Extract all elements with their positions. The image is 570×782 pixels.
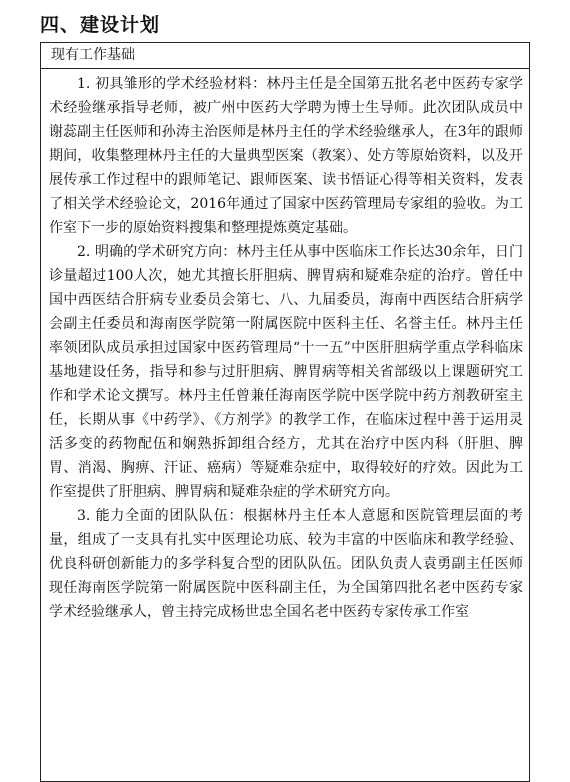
work-basis-table	[40, 42, 530, 782]
paragraph-team: 3. 能力全面的团队队伍：根据林丹主任本人意愿和医院管理层面的考量，组成了一支具有扎实中医理论功底、较为丰富的中医临床和教学经验、优良科研创新能力的多学科复合型的团队队伍。团队负责人袁勇副主任医师现任海南医学院第一附属医院中医科副主任，为全国第四批名老中医药专家学术经验继承人，曾主持完成杨世忠全国名老中医药专家传承工作室	[49, 508, 523, 620]
section-title: 四、建设计划	[40, 14, 161, 36]
work-basis-content	[49, 72, 523, 624]
work-basis-label: 现有工作基础	[41, 43, 529, 69]
paragraph-academic-materials: 1. 初具雏形的学术经验材料：林丹主任是全国第五批名老中医药专家学术经验继承指导老师，被广州中医药大学聘为博士生导师。此次团队成员中谢蕊副主任医师和孙涛主治医师是林丹主任的学术经验继承人，在3年的跟师期间，收集整理林丹主任的大量典型医案（教案）、处方等原始资料，以及开展传承工作过程中的跟师笔记、跟师医案、读书悟证心得等相关资料，发表了相关学术经验论文，2016年通过了国家中医药管理局专家组的验收。为工作室下一步的原始资料搜集和整理提炼奠定基础。	[49, 76, 523, 236]
paragraph-research-direction: 2. 明确的学术研究方向：林丹主任从事中医临床工作长达30余年，日门诊量超过100人次，她尤其擅长肝胆病、脾胃病和疑难杂症的治疗。曾任中国中西医结合肝病专业委员会第七、八、九届委员，海南中西医结合肝病学会副主任委员和海南医学院第一附属医院中医科主任、名誉主任。林丹主任率领团队成员承担过国家中医药管理局“十一五”中医肝胆病学重点学科临床基地建设任务，指导和参与过肝胆病、脾胃病等相关省部级以上课题研究工作和学术论文撰写。林丹主任曾兼任海南医学院中医学院中药方剂教研室主任，长期从事《中药学》、《方剂学》的教学工作，在临床过程中善于运用灵活多变的药物配伍和娴熟拆卸组合经方，尤其在治疗中医内科（肝胆、脾胃、消渴、胸痹、汗证、癌病）等疑难杂症中，取得较好的疗效。因此为工作室提供了肝胆病、脾胃病和疑难杂症的学术研究方向。	[49, 244, 523, 500]
